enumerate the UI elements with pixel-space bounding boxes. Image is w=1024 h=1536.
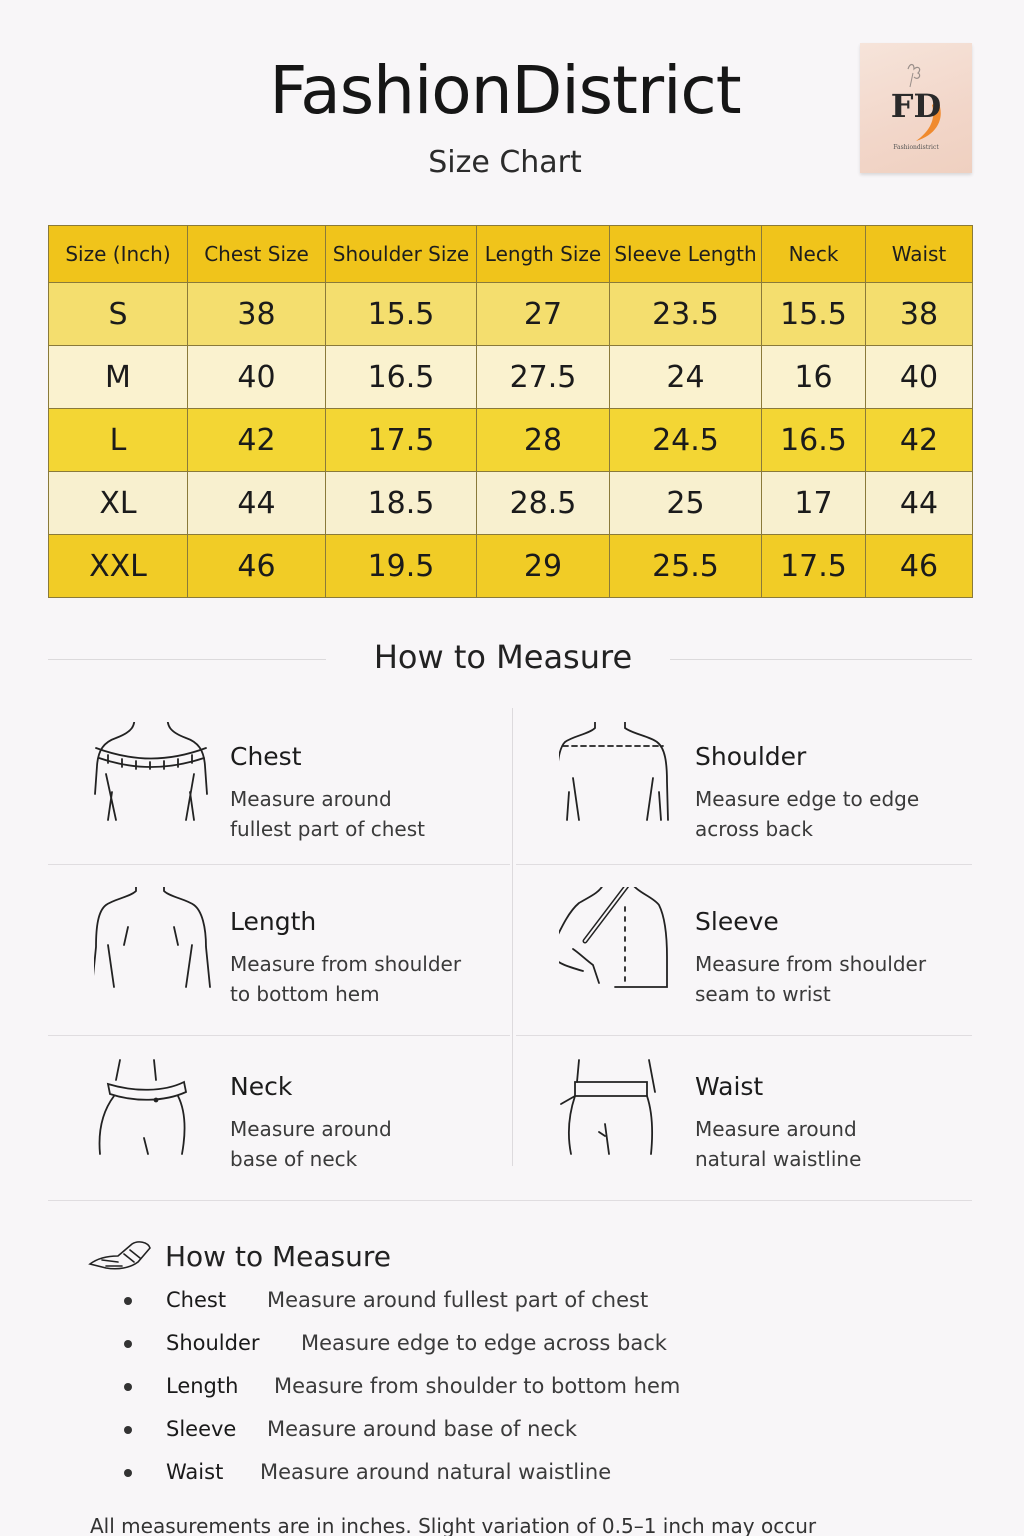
logo-tagline: Fashiondistrict: [893, 144, 939, 151]
table-row: [49, 535, 973, 598]
guide-item-description: Measure from shoulder to bottom hem: [230, 952, 462, 1006]
summary-value: Measure around fullest part of chest: [267, 1288, 649, 1312]
sleeve-measure-icon: [559, 887, 684, 997]
guide-item-shoulder: [559, 722, 999, 872]
summary-key: Chest: [166, 1288, 227, 1312]
neck-measure-icon: [94, 1052, 219, 1162]
size-cell: XL: [49, 472, 188, 535]
table-cell: 28: [477, 409, 610, 472]
table-cell: 38: [866, 283, 973, 346]
table-cell: 23.5: [610, 283, 762, 346]
table-cell: 17: [762, 472, 866, 535]
summary-title: How to Measure: [165, 1240, 391, 1273]
page-subtitle: Size Chart: [428, 145, 582, 180]
column-header: Sleeve Length: [610, 226, 762, 283]
table-cell: 16.5: [326, 346, 477, 409]
bullet-icon: [124, 1297, 132, 1305]
table-cell: 16.5: [762, 409, 866, 472]
table-cell: 15.5: [762, 283, 866, 346]
table-cell: 16: [762, 346, 866, 409]
table-cell: 24.5: [610, 409, 762, 472]
column-header: Chest Size: [188, 226, 326, 283]
table-cell: 42: [188, 409, 326, 472]
length-measure-icon: [94, 887, 219, 997]
column-header: Length Size: [477, 226, 610, 283]
guide-item-title: Shoulder: [695, 742, 807, 771]
table-cell: 46: [188, 535, 326, 598]
table-cell: 44: [866, 472, 973, 535]
table-header-row: [49, 226, 973, 283]
size-cell: XXL: [49, 535, 188, 598]
summary-key: Length: [166, 1374, 239, 1398]
table-row: [49, 283, 973, 346]
table-cell: 46: [866, 535, 973, 598]
how-to-measure-heading: [48, 638, 972, 682]
hand-icon: [88, 1236, 152, 1272]
table-cell: 15.5: [326, 283, 477, 346]
table-cell: 25: [610, 472, 762, 535]
table-cell: 40: [866, 346, 973, 409]
waist-measure-icon: [559, 1052, 684, 1162]
column-header: Shoulder Size: [326, 226, 477, 283]
summary-value: Measure around base of neck: [267, 1417, 578, 1441]
size-cell: M: [49, 346, 188, 409]
column-header: Waist: [866, 226, 973, 283]
brand-logo: [860, 43, 972, 173]
summary-key: Sleeve: [166, 1417, 237, 1441]
guide-item-waist: [559, 1052, 999, 1202]
guide-item-sleeve: [559, 887, 999, 1037]
guide-item-title: Sleeve: [695, 907, 779, 936]
logo-monogram: FD: [890, 87, 942, 125]
table-cell: 25.5: [610, 535, 762, 598]
table-cell: 44: [188, 472, 326, 535]
size-chart-table: [48, 225, 973, 598]
bullet-icon: [124, 1426, 132, 1434]
table-cell: 38: [188, 283, 326, 346]
table-cell: 42: [866, 409, 973, 472]
summary-value: Measure around natural waistline: [260, 1460, 612, 1484]
summary-value: Measure edge to edge across back: [301, 1331, 667, 1355]
guide-item-neck: [94, 1052, 534, 1202]
guide-item-length: [94, 887, 534, 1037]
guide-item-title: Length: [230, 907, 317, 936]
guide-item-title: Waist: [695, 1072, 764, 1101]
table-cell: 19.5: [326, 535, 477, 598]
chest-measure-icon: [94, 722, 219, 832]
guide-item-description: Measure from shoulder seam to wrist: [695, 952, 927, 1006]
table-cell: 28.5: [477, 472, 610, 535]
footnote: All measurements are in inches. Slight variation of 0.5–1 inch may occur: [90, 1514, 817, 1536]
column-header: Neck: [762, 226, 866, 283]
size-cell: L: [49, 409, 188, 472]
size-cell: S: [49, 283, 188, 346]
summary-key: Waist: [166, 1460, 224, 1484]
summary-value: Measure from shoulder to bottom hem: [274, 1374, 681, 1398]
guide-item-description: Measure around base of neck: [230, 1117, 392, 1171]
brand-title: FashionDistrict: [269, 52, 741, 129]
table-row: [49, 472, 973, 535]
guide-item-description: Measure edge to edge across back: [695, 787, 920, 841]
column-header: Size (Inch): [49, 226, 188, 283]
guide-item-description: Measure around natural waistline: [695, 1117, 862, 1171]
table-cell: 18.5: [326, 472, 477, 535]
table-row: [49, 409, 973, 472]
guide-item-title: Chest: [230, 742, 302, 771]
table-cell: 17.5: [762, 535, 866, 598]
section-title: How to Measure: [373, 638, 633, 676]
table-cell: 40: [188, 346, 326, 409]
table-cell: 27.5: [477, 346, 610, 409]
guide-item-title: Neck: [230, 1072, 293, 1101]
summary-key: Shoulder: [166, 1331, 260, 1355]
table-cell: 29: [477, 535, 610, 598]
bullet-icon: [124, 1340, 132, 1348]
table-row: [49, 346, 973, 409]
table-cell: 17.5: [326, 409, 477, 472]
bullet-icon: [124, 1383, 132, 1391]
table-cell: 27: [477, 283, 610, 346]
shoulder-measure-icon: [559, 722, 684, 832]
guide-item-description: Measure around fullest part of chest: [230, 787, 425, 841]
guide-item-chest: [94, 722, 534, 872]
bullet-icon: [124, 1469, 132, 1477]
table-cell: 24: [610, 346, 762, 409]
